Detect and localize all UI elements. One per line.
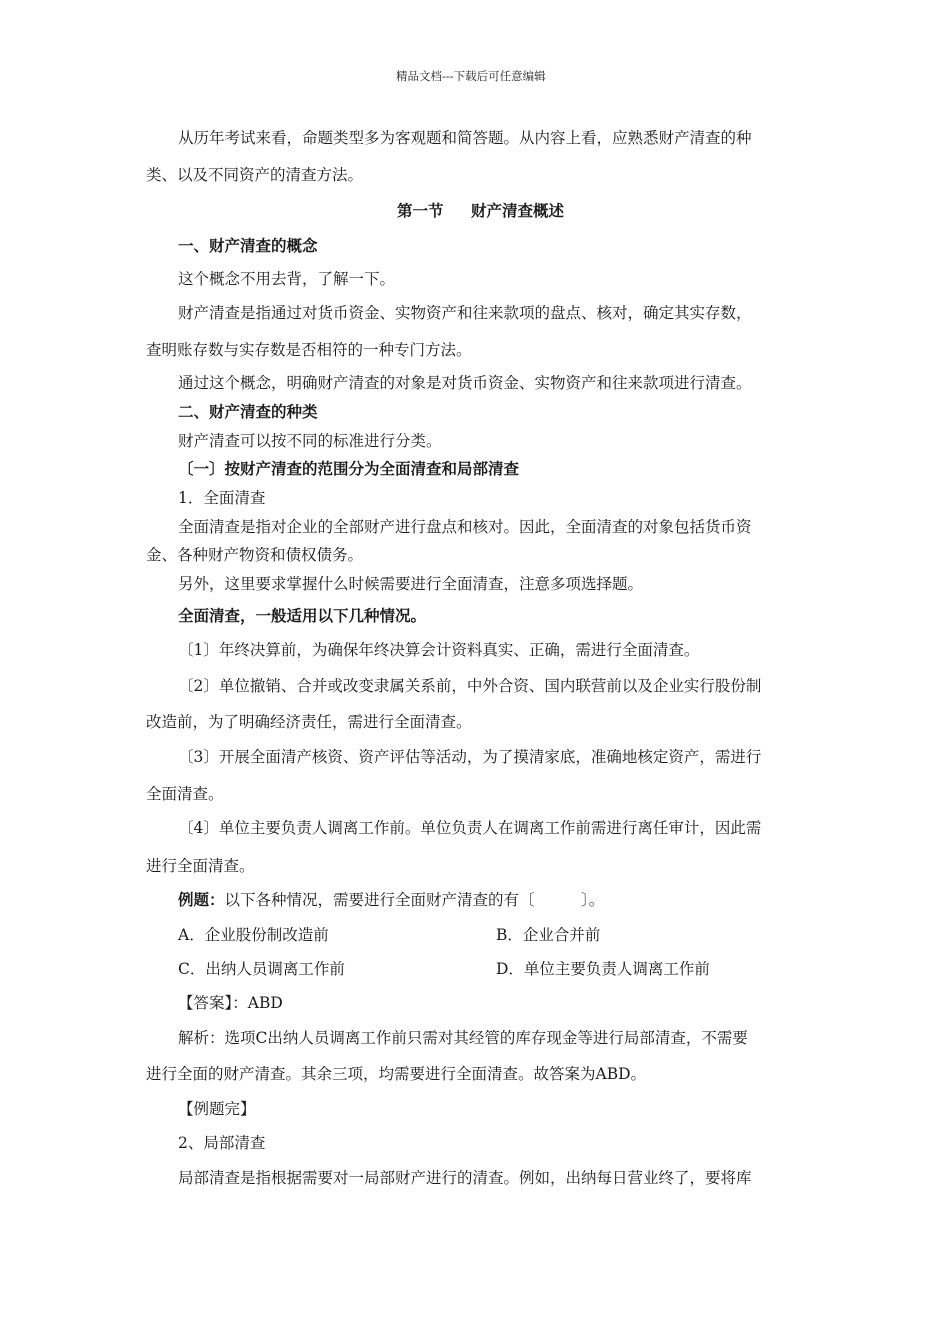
answer-value: ABD <box>247 994 283 1012</box>
types-intro: 财产清查可以按不同的标准进行分类。 <box>178 432 442 450</box>
case-3-line-1: 〔3〕开展全面清产核资、资产评估等活动，为了摸清家底，准确地核定资产，需进行 <box>178 748 762 766</box>
partial-check-definition-line-1: 局部清查是指根据需要对一局部财产进行的清查。例如，出纳每日营业终了，要将库 <box>178 1169 752 1187</box>
section-title: 财产清查概述 <box>471 201 565 220</box>
example-label: 例题： <box>178 890 225 909</box>
example-question-text: 以下各种情况，需要进行全面财产清查的有〔 〕。 <box>224 891 605 909</box>
concept-definition-line-1: 财产清查是指通过对货币资金、实物资产和往来款项的盘点、核对，确定其实存数， <box>178 304 752 322</box>
analysis-line-2: 进行全面的财产清查。其余三项，均需要进行全面清查。故答案为ABD。 <box>146 1065 647 1083</box>
page-header: 精品文档---下载后可任意编辑 <box>396 69 546 83</box>
full-check-note: 另外，这里要求掌握什么时候需要进行全面清查，注意多项选择题。 <box>178 575 644 593</box>
option-d: D．单位主要负责人调离工作前 <box>496 960 710 978</box>
concept-note: 这个概念不用去背，了解一下。 <box>178 270 396 288</box>
concept-definition-line-2: 查明账存数与实存数是否相符的一种专门方法。 <box>146 341 472 359</box>
section-number: 第一节 <box>397 201 444 220</box>
option-b: B．企业合并前 <box>496 926 601 944</box>
case-3-line-2: 全面清查。 <box>146 785 224 803</box>
example-question <box>178 890 604 910</box>
partial-check-title: 2、局部清查 <box>178 1134 266 1152</box>
concept-summary: 通过这个概念，明确财产清查的对象是对货币资金、实物资产和往来款项进行清查。 <box>178 374 752 392</box>
case-4-line-2: 进行全面清查。 <box>146 857 255 875</box>
full-check-cases-heading: 全面清查，一般适用以下几种情况。 <box>178 606 427 625</box>
answer-label: 【答案】： <box>178 994 248 1012</box>
answer-line <box>178 993 283 1013</box>
intro-line-1: 从历年考试来看，命题类型多为客观题和简答题。从内容上看，应熟悉财产清查的种 <box>178 129 752 147</box>
full-check-definition-line-1: 全面清查是指对企业的全部财产进行盘点和核对。因此，全面清查的对象包括货币资 <box>178 518 752 536</box>
analysis-line-1: 解析：选项C出纳人员调离工作前只需对其经管的库存现金等进行局部清查，不需要 <box>178 1029 748 1047</box>
types-heading: 二、财产清查的种类 <box>178 402 318 421</box>
full-check-definition-line-2: 金、各种财产物资和债权债务。 <box>146 546 364 564</box>
concept-heading: 一、财产清查的概念 <box>178 236 318 255</box>
full-check-title: 1．全面清查 <box>178 489 266 507</box>
scope-subheading: 〔一〕按财产清查的范围分为全面清查和局部清查 <box>178 459 520 478</box>
intro-line-2: 类、以及不同资产的清查方法。 <box>146 166 364 184</box>
option-a: A．企业股份制改造前 <box>178 926 329 944</box>
case-4-line-1: 〔4〕单位主要负责人调离工作前。单位负责人在调离工作前需进行离任审计，因此需 <box>178 819 762 837</box>
case-1: 〔1〕年终决算前，为确保年终决算会计资料真实、正确，需进行全面清查。 <box>178 641 700 659</box>
case-2-line-2: 改造前，为了明确经济责任，需进行全面清查。 <box>146 713 472 731</box>
option-c: C．出纳人员调离工作前 <box>178 960 345 978</box>
case-2-line-1: 〔2〕单位撤销、合并或改变隶属关系前，中外合资、国内联营前以及企业实行股份制 <box>178 677 762 695</box>
example-end: 【例题完】 <box>178 1100 256 1118</box>
